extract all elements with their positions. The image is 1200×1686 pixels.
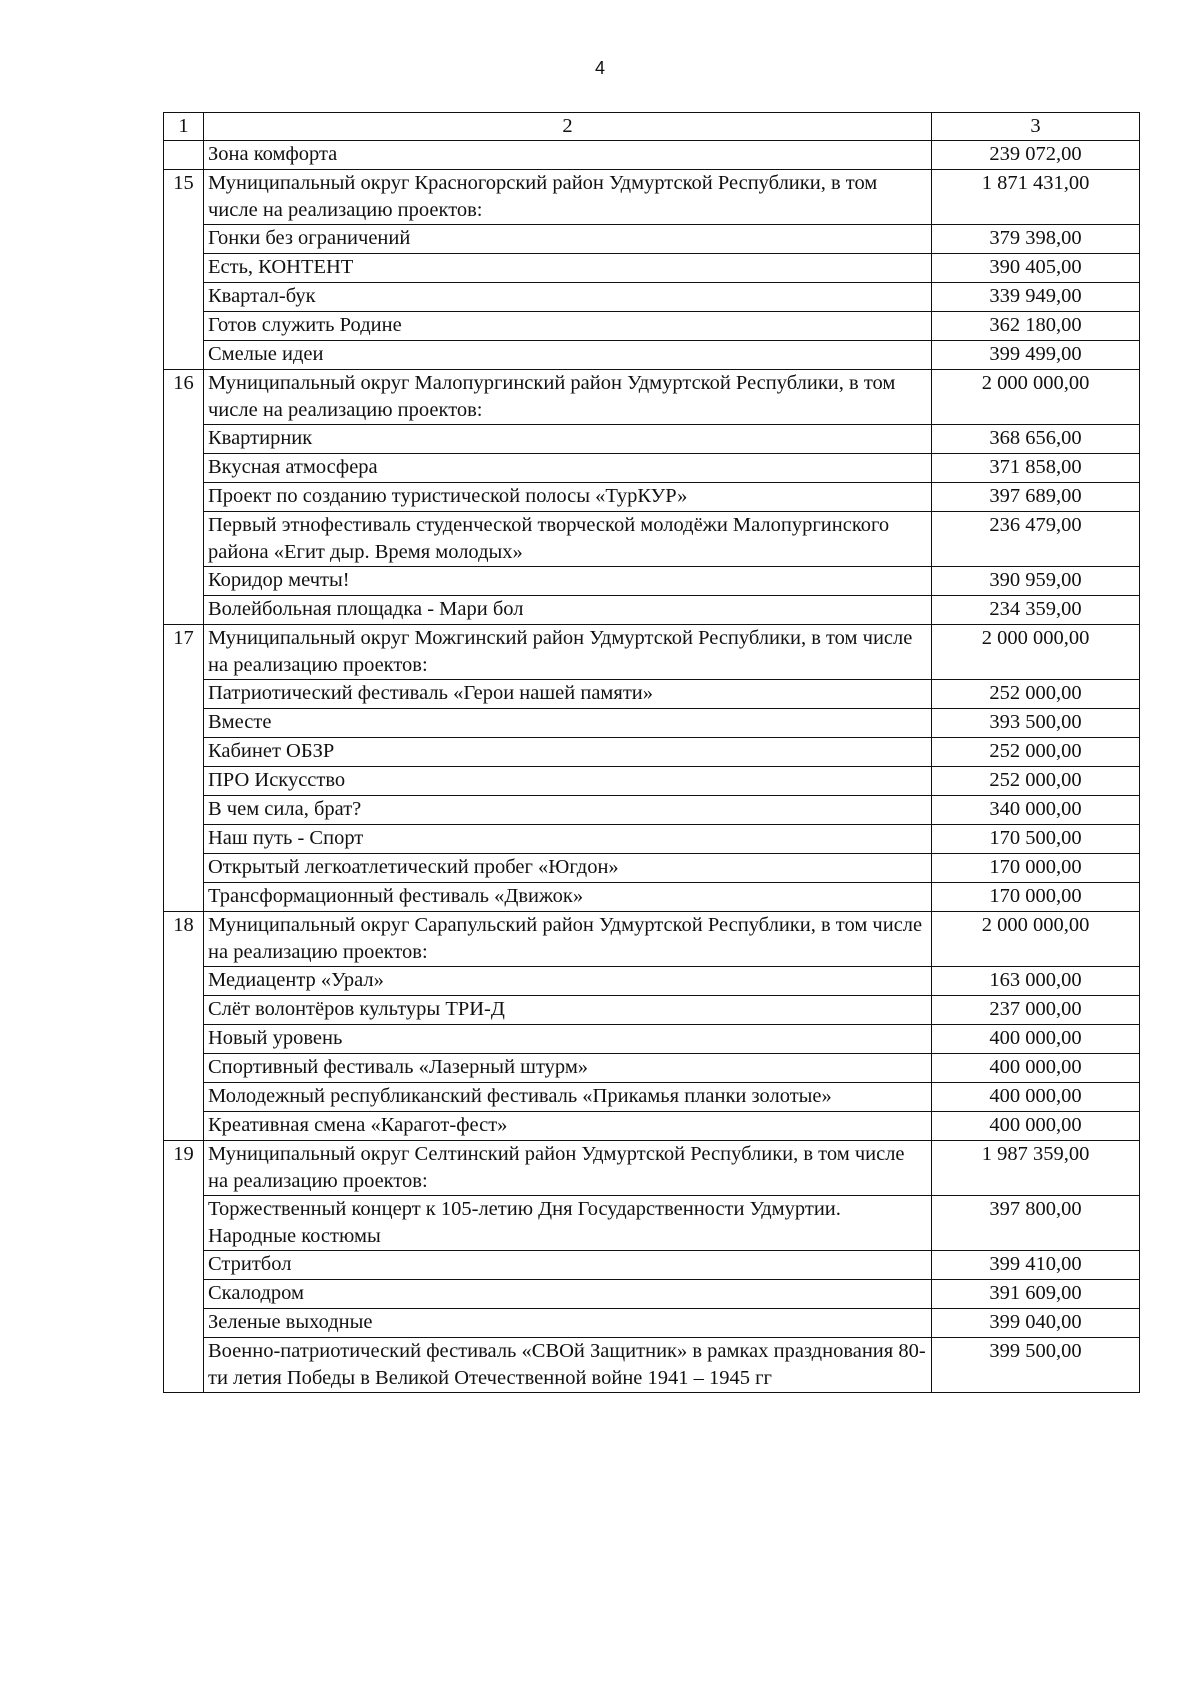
page-number: 4 [594, 58, 605, 78]
project-name: Новый уровень [204, 1025, 932, 1054]
project-row [164, 1280, 1140, 1309]
project-name: Волейбольная площадка - Мари бол [204, 596, 932, 625]
project-row [164, 883, 1140, 912]
project-name: Наш путь - Спорт [204, 825, 932, 854]
project-row [164, 967, 1140, 996]
project-name: Медиацентр «Урал» [204, 967, 932, 996]
project-amount: 393 500,00 [932, 709, 1140, 738]
row-number [164, 767, 204, 796]
header-col-3: 3 [932, 113, 1140, 141]
row-number [164, 825, 204, 854]
project-amount: 371 858,00 [932, 454, 1140, 483]
project-name: Квартирник [204, 425, 932, 454]
project-name: Вкусная атмосфера [204, 454, 932, 483]
row-number [164, 680, 204, 709]
project-amount: 252 000,00 [932, 767, 1140, 796]
project-name: Смелые идеи [204, 341, 932, 370]
project-amount: 399 499,00 [932, 341, 1140, 370]
project-row [164, 1112, 1140, 1141]
row-number [164, 254, 204, 283]
funding-table-body [164, 113, 1140, 1393]
project-row [164, 1025, 1140, 1054]
district-title: Муниципальный округ Красногорский район Удмуртской Республики, в том числе на реализацию проектов: [204, 170, 932, 225]
project-name: Торжественный концерт к 105-летию Дня Государственности Удмуртии. Народные костюмы [204, 1196, 932, 1251]
project-row [164, 341, 1140, 370]
district-amount: 2 000 000,00 [932, 625, 1140, 680]
row-number [164, 1083, 204, 1112]
project-amount: 362 180,00 [932, 312, 1140, 341]
project-name: Готов служить Родине [204, 312, 932, 341]
project-amount: 399 500,00 [932, 1338, 1140, 1393]
project-row [164, 425, 1140, 454]
project-row [164, 796, 1140, 825]
project-name: Трансформационный фестиваль «Движок» [204, 883, 932, 912]
district-number: 15 [164, 170, 204, 225]
project-name: Стритбол [204, 1251, 932, 1280]
row-number [164, 425, 204, 454]
project-name: Спортивный фестиваль «Лазерный штурм» [204, 1054, 932, 1083]
row-number [164, 1025, 204, 1054]
project-row [164, 454, 1140, 483]
project-name: Есть, КОНТЕНТ [204, 254, 932, 283]
project-name: Слёт волонтёров культуры ТРИ-Д [204, 996, 932, 1025]
row-number [164, 1196, 204, 1251]
project-row [164, 1309, 1140, 1338]
project-name: ПРО Искусство [204, 767, 932, 796]
project-name: Креативная смена «Карагот-фест» [204, 1112, 932, 1141]
project-row [164, 738, 1140, 767]
district-amount: 1 987 359,00 [932, 1141, 1140, 1196]
project-amount: 252 000,00 [932, 680, 1140, 709]
project-amount: 400 000,00 [932, 1054, 1140, 1083]
project-amount: 390 405,00 [932, 254, 1140, 283]
row-number [164, 567, 204, 596]
project-row [164, 1251, 1140, 1280]
district-number: 18 [164, 912, 204, 967]
project-amount: 399 410,00 [932, 1251, 1140, 1280]
project-amount: 252 000,00 [932, 738, 1140, 767]
row-number [164, 341, 204, 370]
row-number [164, 854, 204, 883]
project-row [164, 680, 1140, 709]
project-row [164, 1338, 1140, 1393]
project-amount: 391 609,00 [932, 1280, 1140, 1309]
district-row [164, 912, 1140, 967]
project-row [164, 312, 1140, 341]
district-amount: 2 000 000,00 [932, 370, 1140, 425]
row-number [164, 1309, 204, 1338]
project-row [164, 283, 1140, 312]
project-row [164, 1196, 1140, 1251]
project-name: Молодежный республиканский фестиваль «Прикамья планки золотые» [204, 1083, 932, 1112]
project-amount: 170 500,00 [932, 825, 1140, 854]
district-title: Муниципальный округ Можгинский район Удмуртской Республики, в том числе на реализацию проектов: [204, 625, 932, 680]
district-row [164, 625, 1140, 680]
row-number [164, 312, 204, 341]
project-name: Зона комфорта [204, 141, 932, 170]
row-number [164, 967, 204, 996]
continuation-row [164, 141, 1140, 170]
project-row [164, 709, 1140, 738]
row-number [164, 738, 204, 767]
project-amount: 400 000,00 [932, 1083, 1140, 1112]
project-row [164, 596, 1140, 625]
district-title: Муниципальный округ Малопургинский район Удмуртской Республики, в том числе на реализацию проектов: [204, 370, 932, 425]
project-amount: 379 398,00 [932, 225, 1140, 254]
row-number [164, 796, 204, 825]
row-number [164, 1280, 204, 1309]
project-row [164, 225, 1140, 254]
project-row [164, 1083, 1140, 1112]
project-name: Зеленые выходные [204, 1309, 932, 1338]
row-number [164, 709, 204, 738]
project-amount: 399 040,00 [932, 1309, 1140, 1338]
row-number [164, 1338, 204, 1393]
header-col-2: 2 [204, 113, 932, 141]
project-amount: 397 800,00 [932, 1196, 1140, 1251]
district-row [164, 370, 1140, 425]
project-amount: 397 689,00 [932, 483, 1140, 512]
row-number [164, 283, 204, 312]
project-row [164, 767, 1140, 796]
project-amount: 390 959,00 [932, 567, 1140, 596]
project-row [164, 483, 1140, 512]
row-number [164, 996, 204, 1025]
project-name: Гонки без ограничений [204, 225, 932, 254]
project-amount: 236 479,00 [932, 512, 1140, 567]
project-amount: 340 000,00 [932, 796, 1140, 825]
project-row [164, 996, 1140, 1025]
project-amount: 400 000,00 [932, 1112, 1140, 1141]
district-amount: 1 871 431,00 [932, 170, 1140, 225]
project-amount: 239 072,00 [932, 141, 1140, 170]
project-amount: 163 000,00 [932, 967, 1140, 996]
funding-table [163, 112, 1140, 1393]
project-amount: 339 949,00 [932, 283, 1140, 312]
row-number [164, 483, 204, 512]
district-title: Муниципальный округ Сарапульский район Удмуртской Республики, в том числе на реализацию проектов: [204, 912, 932, 967]
project-name: Скалодром [204, 1280, 932, 1309]
project-amount: 237 000,00 [932, 996, 1140, 1025]
row-number [164, 596, 204, 625]
project-name: Первый этнофестиваль студенческой творческой молодёжи Малопургинского района «Егит дыр. Время молодых» [204, 512, 932, 567]
row-number [164, 512, 204, 567]
row-number [164, 1112, 204, 1141]
project-name: Квартал-бук [204, 283, 932, 312]
project-row [164, 854, 1140, 883]
row-number [164, 1054, 204, 1083]
header-row [164, 113, 1140, 141]
district-amount: 2 000 000,00 [932, 912, 1140, 967]
project-name: Открытый легкоатлетический пробег «Югдон» [204, 854, 932, 883]
district-title: Муниципальный округ Селтинский район Удмуртской Республики, в том числе на реализацию проектов: [204, 1141, 932, 1196]
row-number [164, 141, 204, 170]
row-number [164, 454, 204, 483]
project-name: В чем сила, брат? [204, 796, 932, 825]
district-row [164, 1141, 1140, 1196]
project-row [164, 825, 1140, 854]
project-name: Вместе [204, 709, 932, 738]
project-name: Кабинет ОБЗР [204, 738, 932, 767]
project-row [164, 567, 1140, 596]
district-number: 19 [164, 1141, 204, 1196]
project-row [164, 1054, 1140, 1083]
project-name: Патриотический фестиваль «Герои нашей памяти» [204, 680, 932, 709]
project-amount: 400 000,00 [932, 1025, 1140, 1054]
project-name: Коридор мечты! [204, 567, 932, 596]
project-amount: 170 000,00 [932, 854, 1140, 883]
project-amount: 170 000,00 [932, 883, 1140, 912]
project-amount: 368 656,00 [932, 425, 1140, 454]
row-number [164, 225, 204, 254]
district-number: 17 [164, 625, 204, 680]
project-row [164, 254, 1140, 283]
header-col-1: 1 [164, 113, 204, 141]
district-row [164, 170, 1140, 225]
project-amount: 234 359,00 [932, 596, 1140, 625]
row-number [164, 883, 204, 912]
district-number: 16 [164, 370, 204, 425]
row-number [164, 1251, 204, 1280]
project-name: Проект по созданию туристической полосы «ТурКУР» [204, 483, 932, 512]
project-name: Военно-патриотический фестиваль «СВОй Защитник» в рамках празднования 80-ти летия Победы в Великой Отечественной войне 1941 – 1945 гг [204, 1338, 932, 1393]
project-row [164, 512, 1140, 567]
